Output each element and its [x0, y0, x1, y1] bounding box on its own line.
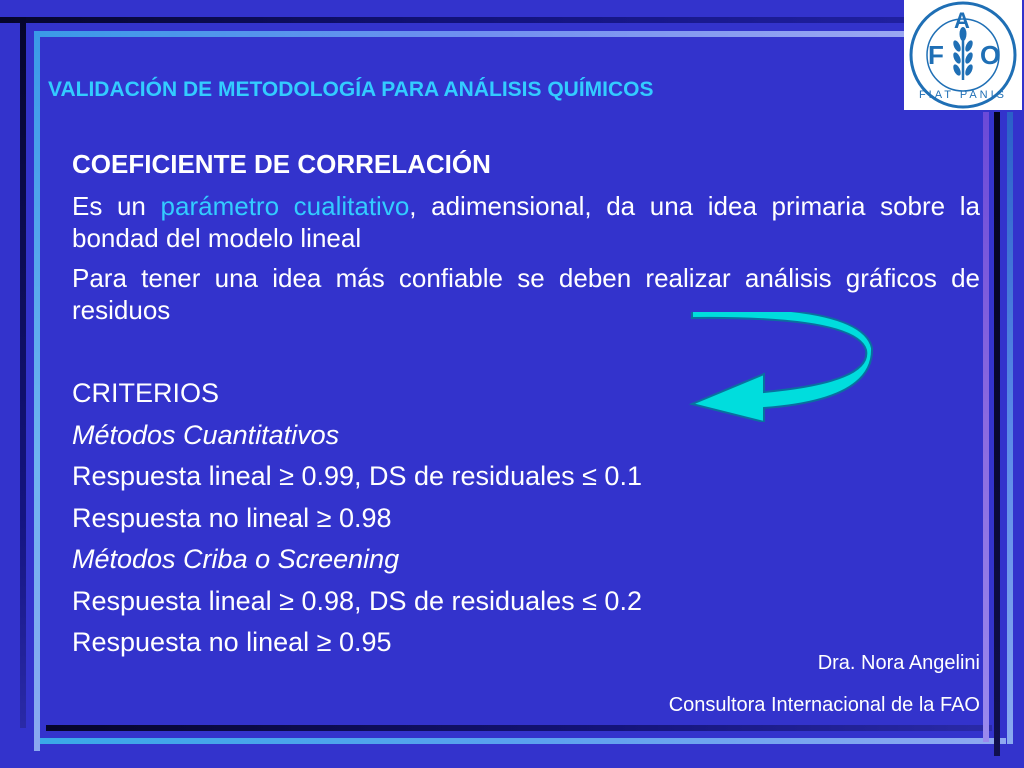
quantitative-nonlinear-criterion: Respuesta no lineal ≥ 0.98 [72, 502, 392, 533]
curved-arrow-icon [686, 312, 876, 422]
frame-bar-left-light [34, 31, 40, 751]
frame-bar-right-light [1007, 112, 1013, 744]
paragraph-definition-prefix: Es un [72, 191, 161, 221]
logo-letter-o: O [980, 40, 1001, 70]
author-role: Consultora Internacional de la FAO [668, 694, 980, 716]
paragraph-definition [72, 190, 980, 254]
section-heading: COEFICIENTE DE CORRELACIÓN [72, 149, 491, 179]
logo-letter-f: F [928, 40, 944, 70]
paragraph-definition-suffix: , adimensional, da una idea primaria sobre la bondad del modelo lineal [72, 191, 980, 253]
screening-methods-heading: Métodos Criba o Screening [72, 544, 400, 574]
fao-logo-emblem [904, 0, 1022, 110]
frame-bar-top-dark [0, 17, 904, 23]
quantitative-linear-criterion: Respuesta lineal ≥ 0.99, DS de residuales ≤ 0.1 [72, 461, 642, 491]
logo-letter-a: A [954, 8, 970, 33]
screening-nonlinear-criterion: Respuesta no lineal ≥ 0.95 [72, 627, 392, 657]
paragraph-residuals: Para tener una idea más confiable se deben realizar análisis gráficos de residuos [72, 263, 980, 325]
slide-title: VALIDACIÓN DE METODOLOGÍA PARA ANÁLISIS QUÍMICOS [48, 78, 654, 101]
criteria-heading: CRITERIOS [72, 378, 220, 408]
frame-bar-right-purple [983, 112, 989, 742]
quantitative-methods-heading: Métodos Cuantitativos [72, 419, 340, 450]
screening-linear-criterion: Respuesta lineal ≥ 0.98, DS de residuales ≤ 0.2 [72, 585, 642, 616]
frame-bar-bottom-dark [46, 725, 992, 731]
highlight-term: parámetro cualitativo [160, 191, 410, 221]
frame-bar-left-dark [20, 17, 26, 728]
fao-logo [904, 0, 1022, 110]
logo-motto: FIAT PANIS [918, 89, 1008, 101]
frame-bar-top-light [34, 31, 904, 37]
frame-bar-bottom-light [40, 738, 1006, 744]
frame-bar-right-dark [994, 112, 1000, 756]
author-name: Dra. Nora Angelini [817, 652, 980, 674]
